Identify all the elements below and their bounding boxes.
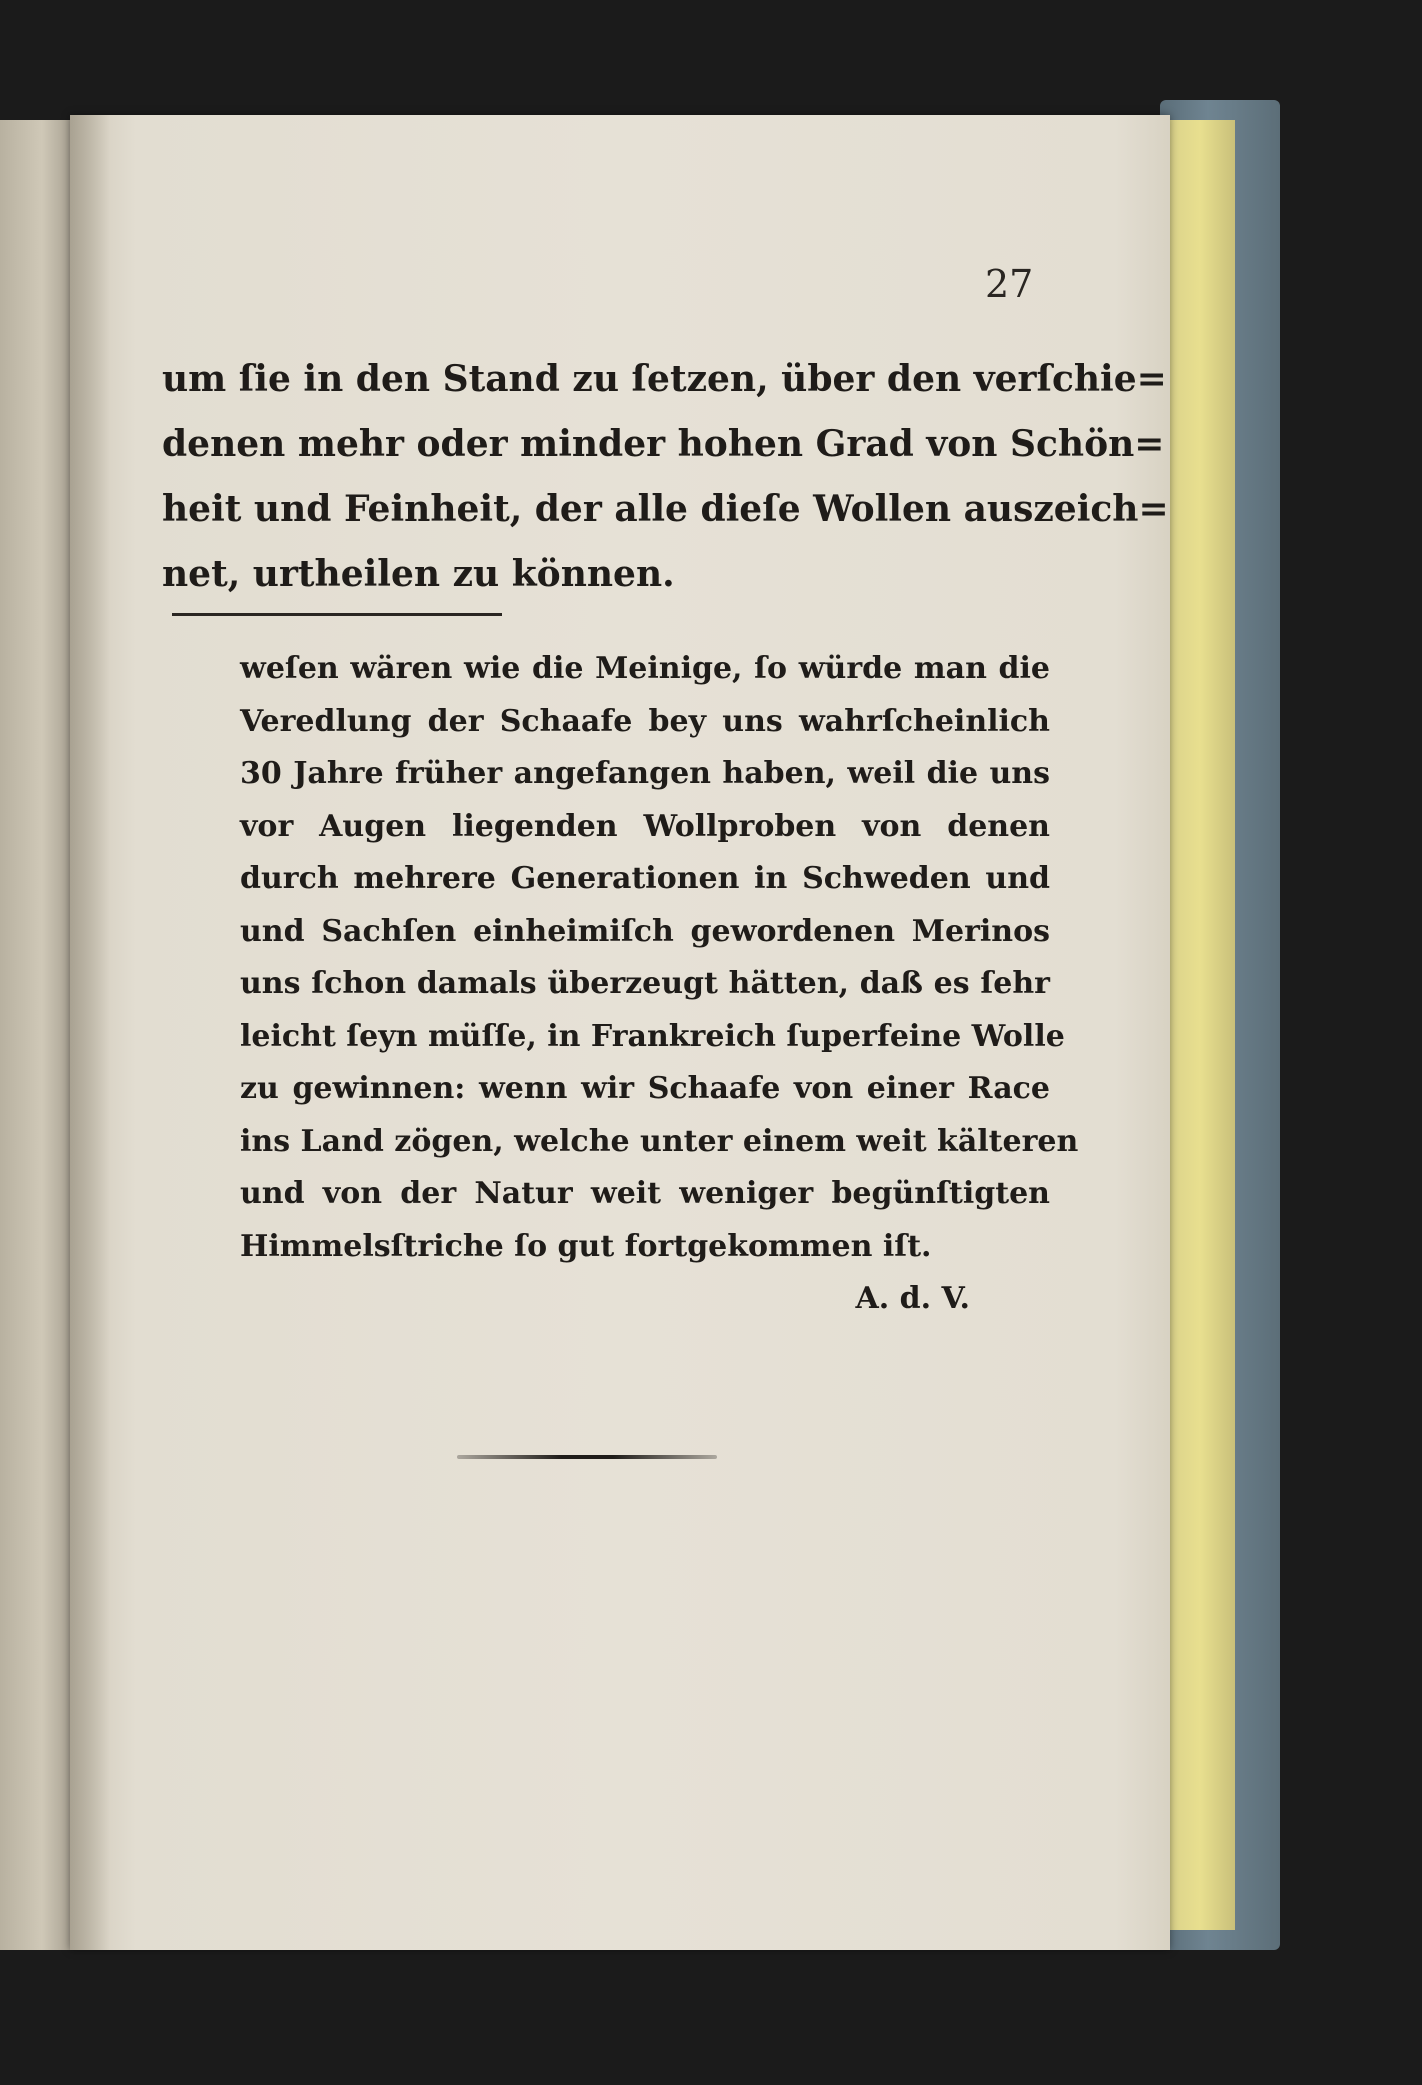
footnote-line: und von der Natur weit weniger begünſtigten xyxy=(240,1176,1050,1211)
main-text-line: net, urtheilen zu können. xyxy=(162,553,675,595)
footnote-line: vor Augen liegenden Wollproben von denen xyxy=(240,808,1050,844)
footnote-line: und Sachſen einheimiſch gewordenen Merinos xyxy=(240,913,1050,949)
footnote-line: Veredlung der Schaafe bey uns wahrſcheinlich xyxy=(240,703,1050,739)
main-text-block xyxy=(162,347,1169,607)
footnote-block xyxy=(240,643,1079,1326)
footnote-line: 30 Jahre früher angefangen haben, weil die uns xyxy=(240,756,1050,791)
previous-page-edge xyxy=(0,120,70,1950)
footnote-separator xyxy=(172,613,502,616)
page-gutter xyxy=(70,115,110,1950)
page-number: 27 xyxy=(985,262,1034,306)
page-edges xyxy=(1165,120,1235,1930)
book-page xyxy=(70,115,1170,1950)
footnote-line: durch mehrere Generationen in Schweden und xyxy=(240,861,1050,896)
footnote-line: uns ſchon damals überzeugt hätten, daß es ſehr xyxy=(240,966,1050,1001)
footnote-line: ins Land zögen, welche unter einem weit kälteren xyxy=(240,1123,1079,1159)
footnote-signature: A. d. V. xyxy=(855,1281,970,1316)
footnote-line: Himmelsſtriche ſo gut fortgekommen iſt. xyxy=(240,1228,932,1264)
footnote-line: zu gewinnen: wenn wir Schaafe von einer Race xyxy=(240,1071,1050,1106)
footnote-line: leicht ſeyn müſſe, in Frankreich ſuperfeine Wolle xyxy=(240,1018,1065,1054)
main-text-line: denen mehr oder minder hohen Grad von Schön= xyxy=(162,423,1165,465)
main-text-line: um ſie in den Stand zu ſetzen, über den verſchie= xyxy=(162,358,1167,400)
footnote-line: weſen wären wie die Meinige, ſo würde man die xyxy=(240,651,1050,686)
end-ornament-rule xyxy=(457,1455,717,1459)
main-text-line: heit und Feinheit, der alle dieſe Wollen auszeich= xyxy=(162,488,1169,530)
